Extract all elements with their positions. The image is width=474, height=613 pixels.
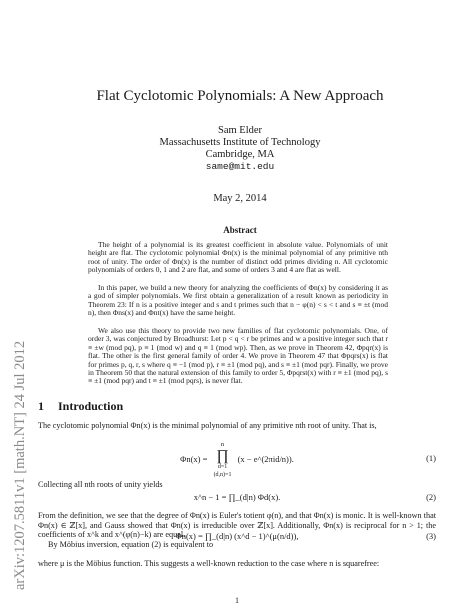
intro-paragraph-2: Collecting all nth roots of unity yields <box>38 480 163 489</box>
author-location: Cambridge, MA <box>205 149 275 160</box>
eq1-lower-limit-1: d=1 <box>217 464 228 470</box>
intro-paragraph-1: The cyclotomic polynomial Φn(x) is the minimal polynomial of any primitive nth root of unity. That is, <box>38 421 377 430</box>
page-number: 1 <box>235 596 239 605</box>
abstract-paragraph-2 <box>88 284 388 318</box>
abstract-heading: Abstract <box>223 225 257 235</box>
section-heading <box>38 399 123 414</box>
eq1-upper-limit: n <box>220 441 225 448</box>
eq1-product-symbol: ∏ <box>216 448 229 464</box>
eq1-lower-limit-2: (d,n)=1 <box>213 472 232 478</box>
abstract-p3-text: We also use this theory to provide two new families of flat cyclotomic polynomials. One, of order 3, was conjectured by Broadhurst: Let p < q < r be primes and w a positive integer such that r ≡ ±w (mod pq), p ≡ 1 (mod w) and q ≡ 1 (mod wp). Then, as we prove in Theorem 42, Φpqr(x) is flat. The other is the first general family of order 4. We prove in Theorem 47 that Φpqrs(x) is flat for primes p, q, r, s where q ≡ −1 (mod p), r ≡ ±1 (mod pq), and s ≡ ±1 (mod pqr). Finally, we prove in Theorem 50 that the natural extension of this family to order 5, Φpqrst(x) with r ≡ ±1 (mod pq), s ≡ ±1 (mod pqr) and t ≡ ±1 (mod pqrs), is never flat. <box>88 326 388 386</box>
equation-2 <box>38 492 436 508</box>
paper-title: Flat Cyclotomic Polynomials: A New Approach <box>96 88 384 104</box>
eq3-tag: (3) <box>426 531 436 541</box>
section-number: 1 <box>38 399 44 413</box>
author-block <box>40 125 440 173</box>
intro-p3b-text: By Möbius inversion, equation (2) is equivalent to <box>48 539 214 549</box>
arxiv-stamp <box>6 130 30 590</box>
eq3-formula: Φn(x) = ∏_(d|n) (x^d − 1)^(μ(n/d)), <box>175 531 299 541</box>
eq2-tag: (2) <box>426 492 436 502</box>
eq1-lhs: Φn(x) = <box>180 453 208 464</box>
author-name: Sam Elder <box>217 125 263 136</box>
equation-1 <box>38 441 436 478</box>
abstract-p1-text: The height of a polynomial is its greatest coefficient in absolute value. Polynomials of unit height are flat. The cyclotomic polynomial Φn(x) is the minimal polynomial of any primitive nth root of unity. The order of Φn(x) is the number of distinct odd primes dividing n. All cyclotomic polynomials of orders 0, 1 and 2 are flat, and some of orders 3 and 4 are flat as well. <box>88 240 388 275</box>
intro-paragraph-4: where μ is the Möbius function. This suggests a well-known reduction to the case where n is squarefree: <box>38 559 380 568</box>
eq1-tag: (1) <box>426 453 436 463</box>
intro-p3-text: From the definition, we see that the degree of Φn(x) is Euler's totient φ(n), and that Φn(x) is monic. It is well-known that Φn(x) ∈ ℤ[x], and Gauss showed that Φn(x) is irreducible over ℤ[x]. Additionally, Φn(x) is reciprocal for n > 1; the coefficients of x^k and x^(φ(n)−k) are equal. <box>38 511 436 540</box>
eq1-rhs: (x − e^(2πid/n)). <box>237 453 294 464</box>
equation-3 <box>38 531 436 555</box>
section-title: Introduction <box>58 399 124 413</box>
author-email: same@mit.edu <box>205 161 275 172</box>
eq2-formula: x^n − 1 = ∏_(d|n) Φd(x). <box>193 492 281 502</box>
abstract-paragraph-1 <box>88 241 388 275</box>
abstract-paragraph-3 <box>88 327 388 386</box>
paper-date: May 2, 2014 <box>213 193 267 204</box>
arxiv-id: arXiv:1207.5811v1 [math.NT] 24 Jul 2012 <box>12 340 28 590</box>
eq1-product <box>214 441 232 479</box>
equation-1-formula <box>38 441 436 479</box>
abstract-p2-text: In this paper, we build a new theory for analyzing the coefficients of Φn(x) by considering it as a god of simpler polynomials. We first obtain a generalization of a result known as periodicity in Theorem 23: If n is a positive integer and s and t primes such that n − φ(n) < s < t and s ≡ ±t (mod n), then Φns(x) and Φnt(x) have the same height. <box>88 283 388 318</box>
author-affiliation: Massachusetts Institute of Technology <box>159 137 321 148</box>
